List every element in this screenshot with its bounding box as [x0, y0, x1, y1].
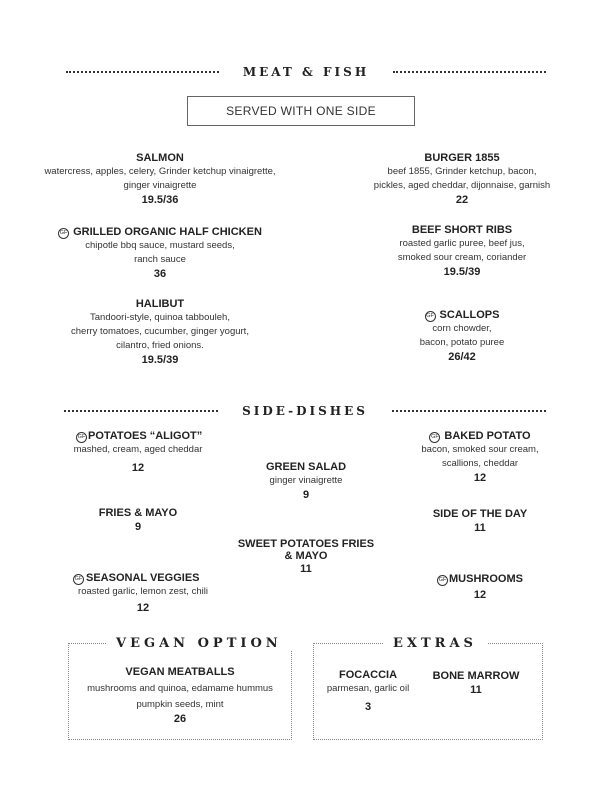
- vegan-item-meatballs: [68, 665, 292, 727]
- divider-left: [66, 71, 219, 73]
- menu-item-beef-short-ribs: [352, 223, 572, 280]
- gluten-free-icon: GF: [437, 575, 448, 586]
- item-desc: chipotle bbq sauce, mustard seeds,: [85, 240, 235, 251]
- item-price: 9: [302, 489, 310, 501]
- menu-item-burger: [352, 151, 572, 208]
- item-price: 22: [455, 194, 469, 206]
- extras-item-bone-marrow: [426, 669, 526, 698]
- gluten-free-icon: GF: [73, 574, 84, 585]
- item-name: BAKED POTATO: [444, 430, 531, 442]
- item-name: SCALLOPS: [439, 309, 500, 321]
- item-desc: Tandoori-style, quinoa tabbouleh,: [90, 312, 230, 323]
- item-desc: ranch sauce: [134, 254, 186, 265]
- item-desc: roasted garlic, lemon zest, chili: [78, 586, 208, 597]
- item-desc: beef 1855, Grinder ketchup, bacon,: [387, 166, 537, 177]
- item-desc: pumpkin seeds, mint: [136, 699, 224, 710]
- item-desc: roasted garlic puree, beef jus,: [399, 238, 525, 249]
- extras-item-focaccia: [318, 668, 418, 715]
- item-price: 12: [473, 472, 487, 484]
- section-title-vegan-option: VEGAN OPTION: [106, 636, 292, 651]
- side-item-baked-potato: [400, 429, 560, 486]
- item-desc: cilantro, fried onions.: [116, 340, 204, 351]
- item-name: GREEN SALAD: [265, 461, 347, 473]
- gluten-free-icon: GF: [76, 432, 87, 443]
- item-name: SALMON: [136, 152, 184, 164]
- item-desc: corn chowder,: [432, 323, 492, 334]
- item-price: 19.5/39: [443, 266, 481, 278]
- item-price: 11: [474, 522, 486, 534]
- served-with-one-side-note: SERVED WITH ONE SIDE: [187, 96, 415, 126]
- item-name: GRILLED ORGANIC HALF CHICKEN: [73, 226, 262, 238]
- item-name: POTATOES “ALIGOT”: [88, 430, 203, 442]
- menu-item-halibut: [40, 297, 280, 368]
- item-name: SIDE OF THE DAY: [432, 508, 528, 520]
- item-price: 12: [131, 462, 145, 474]
- item-desc: scallions, cheddar: [441, 458, 519, 469]
- item-name: FOCACCIA: [338, 669, 398, 681]
- item-name: SWEET POTATOES FRIES: [237, 538, 375, 550]
- item-desc: mushrooms and quinoa, edamame hummus: [87, 683, 273, 694]
- side-item-side-of-the-day: [400, 507, 560, 536]
- item-price: 19.5/36: [141, 194, 179, 206]
- item-price: 12: [136, 602, 150, 614]
- gluten-free-icon: GF: [58, 228, 69, 239]
- item-desc: bacon, potato puree: [419, 337, 505, 348]
- item-name: FRIES & MAYO: [98, 507, 178, 519]
- side-item-potatoes-aligot: [58, 429, 218, 476]
- item-price: 26: [173, 713, 187, 725]
- divider-right: [392, 410, 546, 412]
- item-price: 9: [134, 521, 142, 533]
- item-name: SEASONAL VEGGIES: [86, 572, 200, 584]
- item-price: 19.5/39: [141, 354, 179, 366]
- side-item-green-salad: [226, 460, 386, 503]
- section-title-extras: EXTRAS: [383, 636, 487, 651]
- item-price: 11: [470, 684, 482, 696]
- item-name: BEEF SHORT RIBS: [411, 224, 513, 236]
- item-desc: mashed, cream, aged cheddar: [73, 444, 203, 455]
- item-desc: parmesan, garlic oil: [326, 683, 410, 694]
- section-title-meat-fish: MEAT & FISH: [242, 65, 370, 79]
- item-desc: ginger vinaigrette: [269, 475, 343, 486]
- meat-fish-header: [66, 65, 546, 79]
- item-price: 36: [153, 268, 167, 280]
- item-price: 26/42: [448, 351, 476, 363]
- gluten-free-icon: GF: [429, 432, 440, 443]
- item-price: 3: [364, 701, 372, 713]
- item-desc: watercress, apples, celery, Grinder ketchup vinaigrette,: [44, 166, 276, 177]
- item-name: HALIBUT: [135, 298, 185, 310]
- item-desc: pickles, aged cheddar, dijonnaise, garnish: [373, 180, 551, 191]
- side-item-sweet-potato-fries: [226, 538, 386, 577]
- item-price: 12: [473, 589, 487, 601]
- side-item-fries-mayo: [58, 506, 218, 535]
- item-name: & MAYO: [284, 550, 328, 562]
- side-dishes-header: [64, 404, 546, 418]
- side-item-mushrooms: [400, 572, 560, 603]
- item-name: BURGER 1855: [424, 152, 500, 164]
- item-desc: bacon, smoked sour cream,: [421, 444, 539, 455]
- menu-item-grilled-chicken: [40, 225, 280, 282]
- menu-item-scallops: [352, 308, 572, 365]
- item-name: BONE MARROW: [432, 670, 520, 682]
- item-name: MUSHROOMS: [449, 573, 523, 585]
- item-desc: smoked sour cream, coriander: [397, 252, 527, 263]
- item-price: 11: [300, 563, 312, 575]
- item-desc: cherry tomatoes, cucumber, ginger yogurt,: [71, 326, 249, 337]
- divider-left: [64, 410, 218, 412]
- divider-right: [393, 71, 546, 73]
- side-item-seasonal-veggies: [58, 571, 228, 616]
- menu-item-salmon: [40, 151, 280, 208]
- gluten-free-icon: GF: [425, 311, 436, 322]
- item-desc: ginger vinaigrette: [123, 180, 197, 191]
- item-name: VEGAN MEATBALLS: [125, 666, 235, 678]
- section-title-side-dishes: SIDE-DISHES: [242, 404, 368, 418]
